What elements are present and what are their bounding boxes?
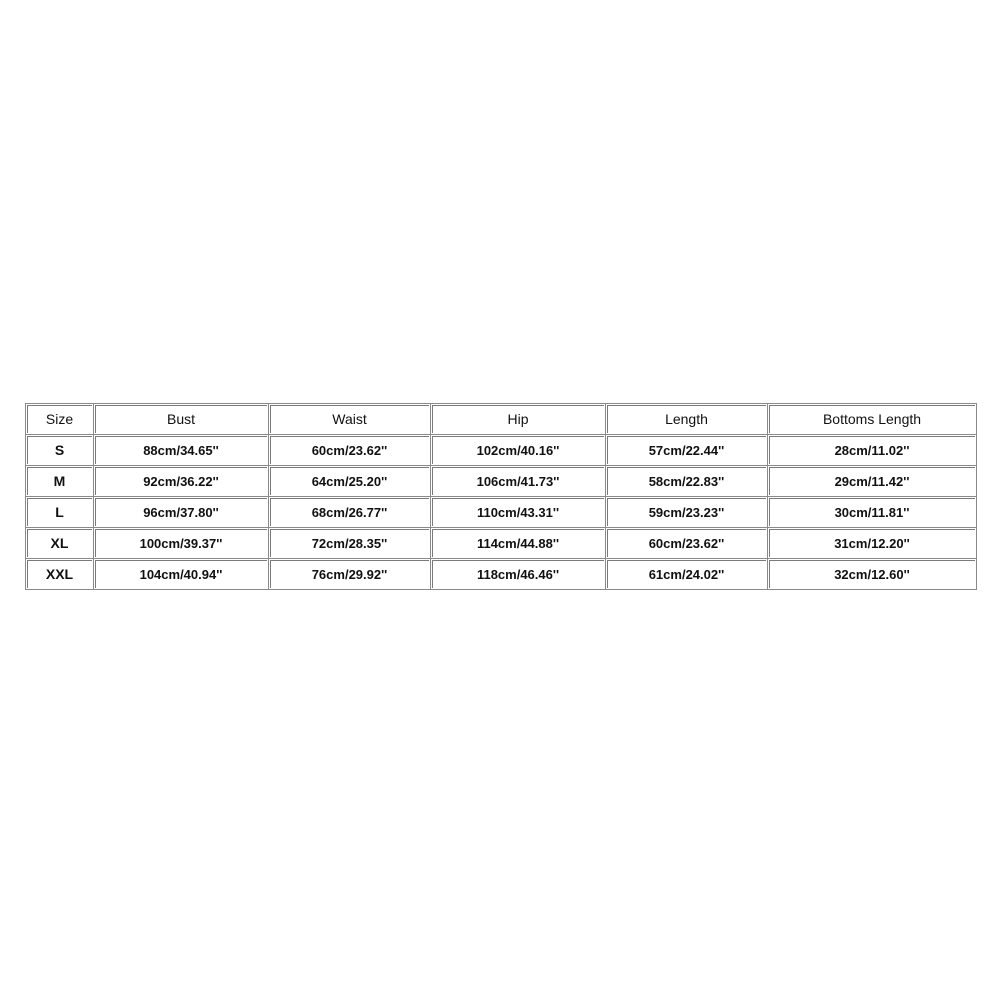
length-cell: 61cm/24.02'' bbox=[606, 559, 768, 589]
hip-cell: 102cm/40.16'' bbox=[431, 435, 606, 466]
table-row bbox=[26, 466, 976, 497]
size-cell: XL bbox=[26, 528, 94, 559]
table-header-row bbox=[26, 404, 976, 435]
bottoms-length-cell: 28cm/11.02'' bbox=[768, 435, 976, 466]
size-cell: XXL bbox=[26, 559, 94, 589]
hip-cell: 118cm/46.46'' bbox=[431, 559, 606, 589]
bottoms-length-cell: 32cm/12.60'' bbox=[768, 559, 976, 589]
header-waist: Waist bbox=[269, 404, 431, 435]
bust-cell: 96cm/37.80'' bbox=[94, 497, 269, 528]
waist-cell: 76cm/29.92'' bbox=[269, 559, 431, 589]
length-cell: 58cm/22.83'' bbox=[606, 466, 768, 497]
waist-cell: 60cm/23.62'' bbox=[269, 435, 431, 466]
bust-cell: 92cm/36.22'' bbox=[94, 466, 269, 497]
size-cell: L bbox=[26, 497, 94, 528]
length-cell: 57cm/22.44'' bbox=[606, 435, 768, 466]
waist-cell: 68cm/26.77'' bbox=[269, 497, 431, 528]
size-cell: M bbox=[26, 466, 94, 497]
bust-cell: 88cm/34.65'' bbox=[94, 435, 269, 466]
header-bust: Bust bbox=[94, 404, 269, 435]
table-row bbox=[26, 497, 976, 528]
hip-cell: 106cm/41.73'' bbox=[431, 466, 606, 497]
header-bottoms-length: Bottoms Length bbox=[768, 404, 976, 435]
size-chart-table bbox=[25, 403, 977, 590]
bottoms-length-cell: 31cm/12.20'' bbox=[768, 528, 976, 559]
length-cell: 60cm/23.62'' bbox=[606, 528, 768, 559]
header-length: Length bbox=[606, 404, 768, 435]
header-size: Size bbox=[26, 404, 94, 435]
header-hip: Hip bbox=[431, 404, 606, 435]
table-row bbox=[26, 528, 976, 559]
bottoms-length-cell: 30cm/11.81'' bbox=[768, 497, 976, 528]
bust-cell: 104cm/40.94'' bbox=[94, 559, 269, 589]
waist-cell: 72cm/28.35'' bbox=[269, 528, 431, 559]
waist-cell: 64cm/25.20'' bbox=[269, 466, 431, 497]
table-row bbox=[26, 559, 976, 589]
hip-cell: 110cm/43.31'' bbox=[431, 497, 606, 528]
bust-cell: 100cm/39.37'' bbox=[94, 528, 269, 559]
length-cell: 59cm/23.23'' bbox=[606, 497, 768, 528]
hip-cell: 114cm/44.88'' bbox=[431, 528, 606, 559]
size-cell: S bbox=[26, 435, 94, 466]
bottoms-length-cell: 29cm/11.42'' bbox=[768, 466, 976, 497]
table-row bbox=[26, 435, 976, 466]
